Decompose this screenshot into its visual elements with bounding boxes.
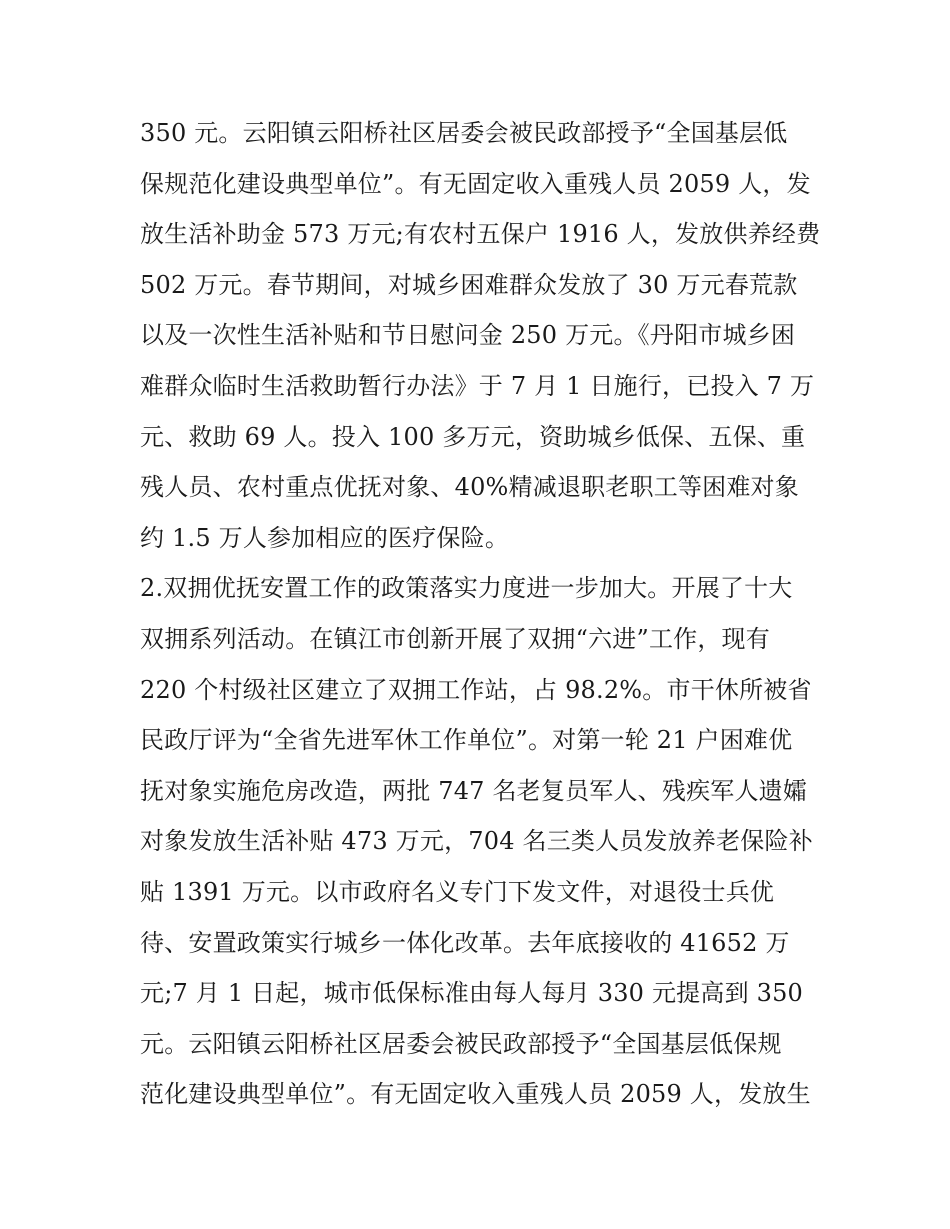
text-line: 以及一次性生活补贴和节日慰问金 250 万元。《丹阳市城乡困 bbox=[140, 321, 796, 350]
body-text bbox=[140, 108, 830, 1120]
text-line: 抚对象实施危房改造，两批 747 名老复员军人、残疾军人遗孀 bbox=[140, 776, 808, 805]
text-line: 对象发放生活补贴 473 万元，704 名三类人员发放养老保险补 bbox=[140, 827, 813, 856]
text-line: 保规范化建设典型单位”。有无固定收入重残人员 2059 人，发 bbox=[140, 169, 811, 198]
text-line: 220 个村级社区建立了双拥工作站，占 98.2%。市干休所被省 bbox=[140, 675, 812, 704]
text-line: 502 万元。春节期间，对城乡困难群众发放了 30 万元春荒款 bbox=[140, 270, 798, 299]
text-line: 元。云阳镇云阳桥社区居委会被民政部授予“全国基层低保规 bbox=[140, 1029, 782, 1058]
text-line: 350 元。云阳镇云阳桥社区居委会被民政部授予“全国基层低 bbox=[140, 119, 788, 147]
text-line: 待、安置政策实行城乡一体化改革。去年底接收的 41652 万 bbox=[140, 928, 790, 957]
text-line: 民政厅评为“全省先进军休工作单位”。对第一轮 21 户困难优 bbox=[140, 726, 793, 755]
text-line: 元、救助 69 人。投入 100 多万元，资助城乡低保、五保、重 bbox=[140, 422, 806, 451]
text-line: 贴 1391 万元。以市政府名义专门下发文件，对退役士兵优 bbox=[140, 877, 775, 906]
text-line: 双拥系列活动。在镇江市创新开展了双拥“六进”工作，现有 bbox=[140, 624, 770, 653]
text-line: 2.双拥优抚安置工作的政策落实力度进一步加大。开展了十大 bbox=[140, 574, 793, 603]
text-line: 约 1.5 万人参加相应的医疗保险。 bbox=[140, 523, 510, 552]
text-line: 范化建设典型单位”。有无固定收入重残人员 2059 人，发放生 bbox=[140, 1080, 811, 1109]
text-line: 放生活补助金 573 万元;有农村五保户 1916 人，发放供养经费 bbox=[140, 220, 821, 249]
text-line: 难群众临时生活救助暂行办法》于 7 月 1 日施行，已投入 7 万 bbox=[140, 371, 815, 400]
text-line: 元;7 月 1 日起，城市低保标准由每人每月 330 元提高到 350 bbox=[140, 979, 804, 1008]
text-line: 残人员、农村重点优抚对象、40%精减退职老职工等困难对象 bbox=[140, 473, 799, 502]
